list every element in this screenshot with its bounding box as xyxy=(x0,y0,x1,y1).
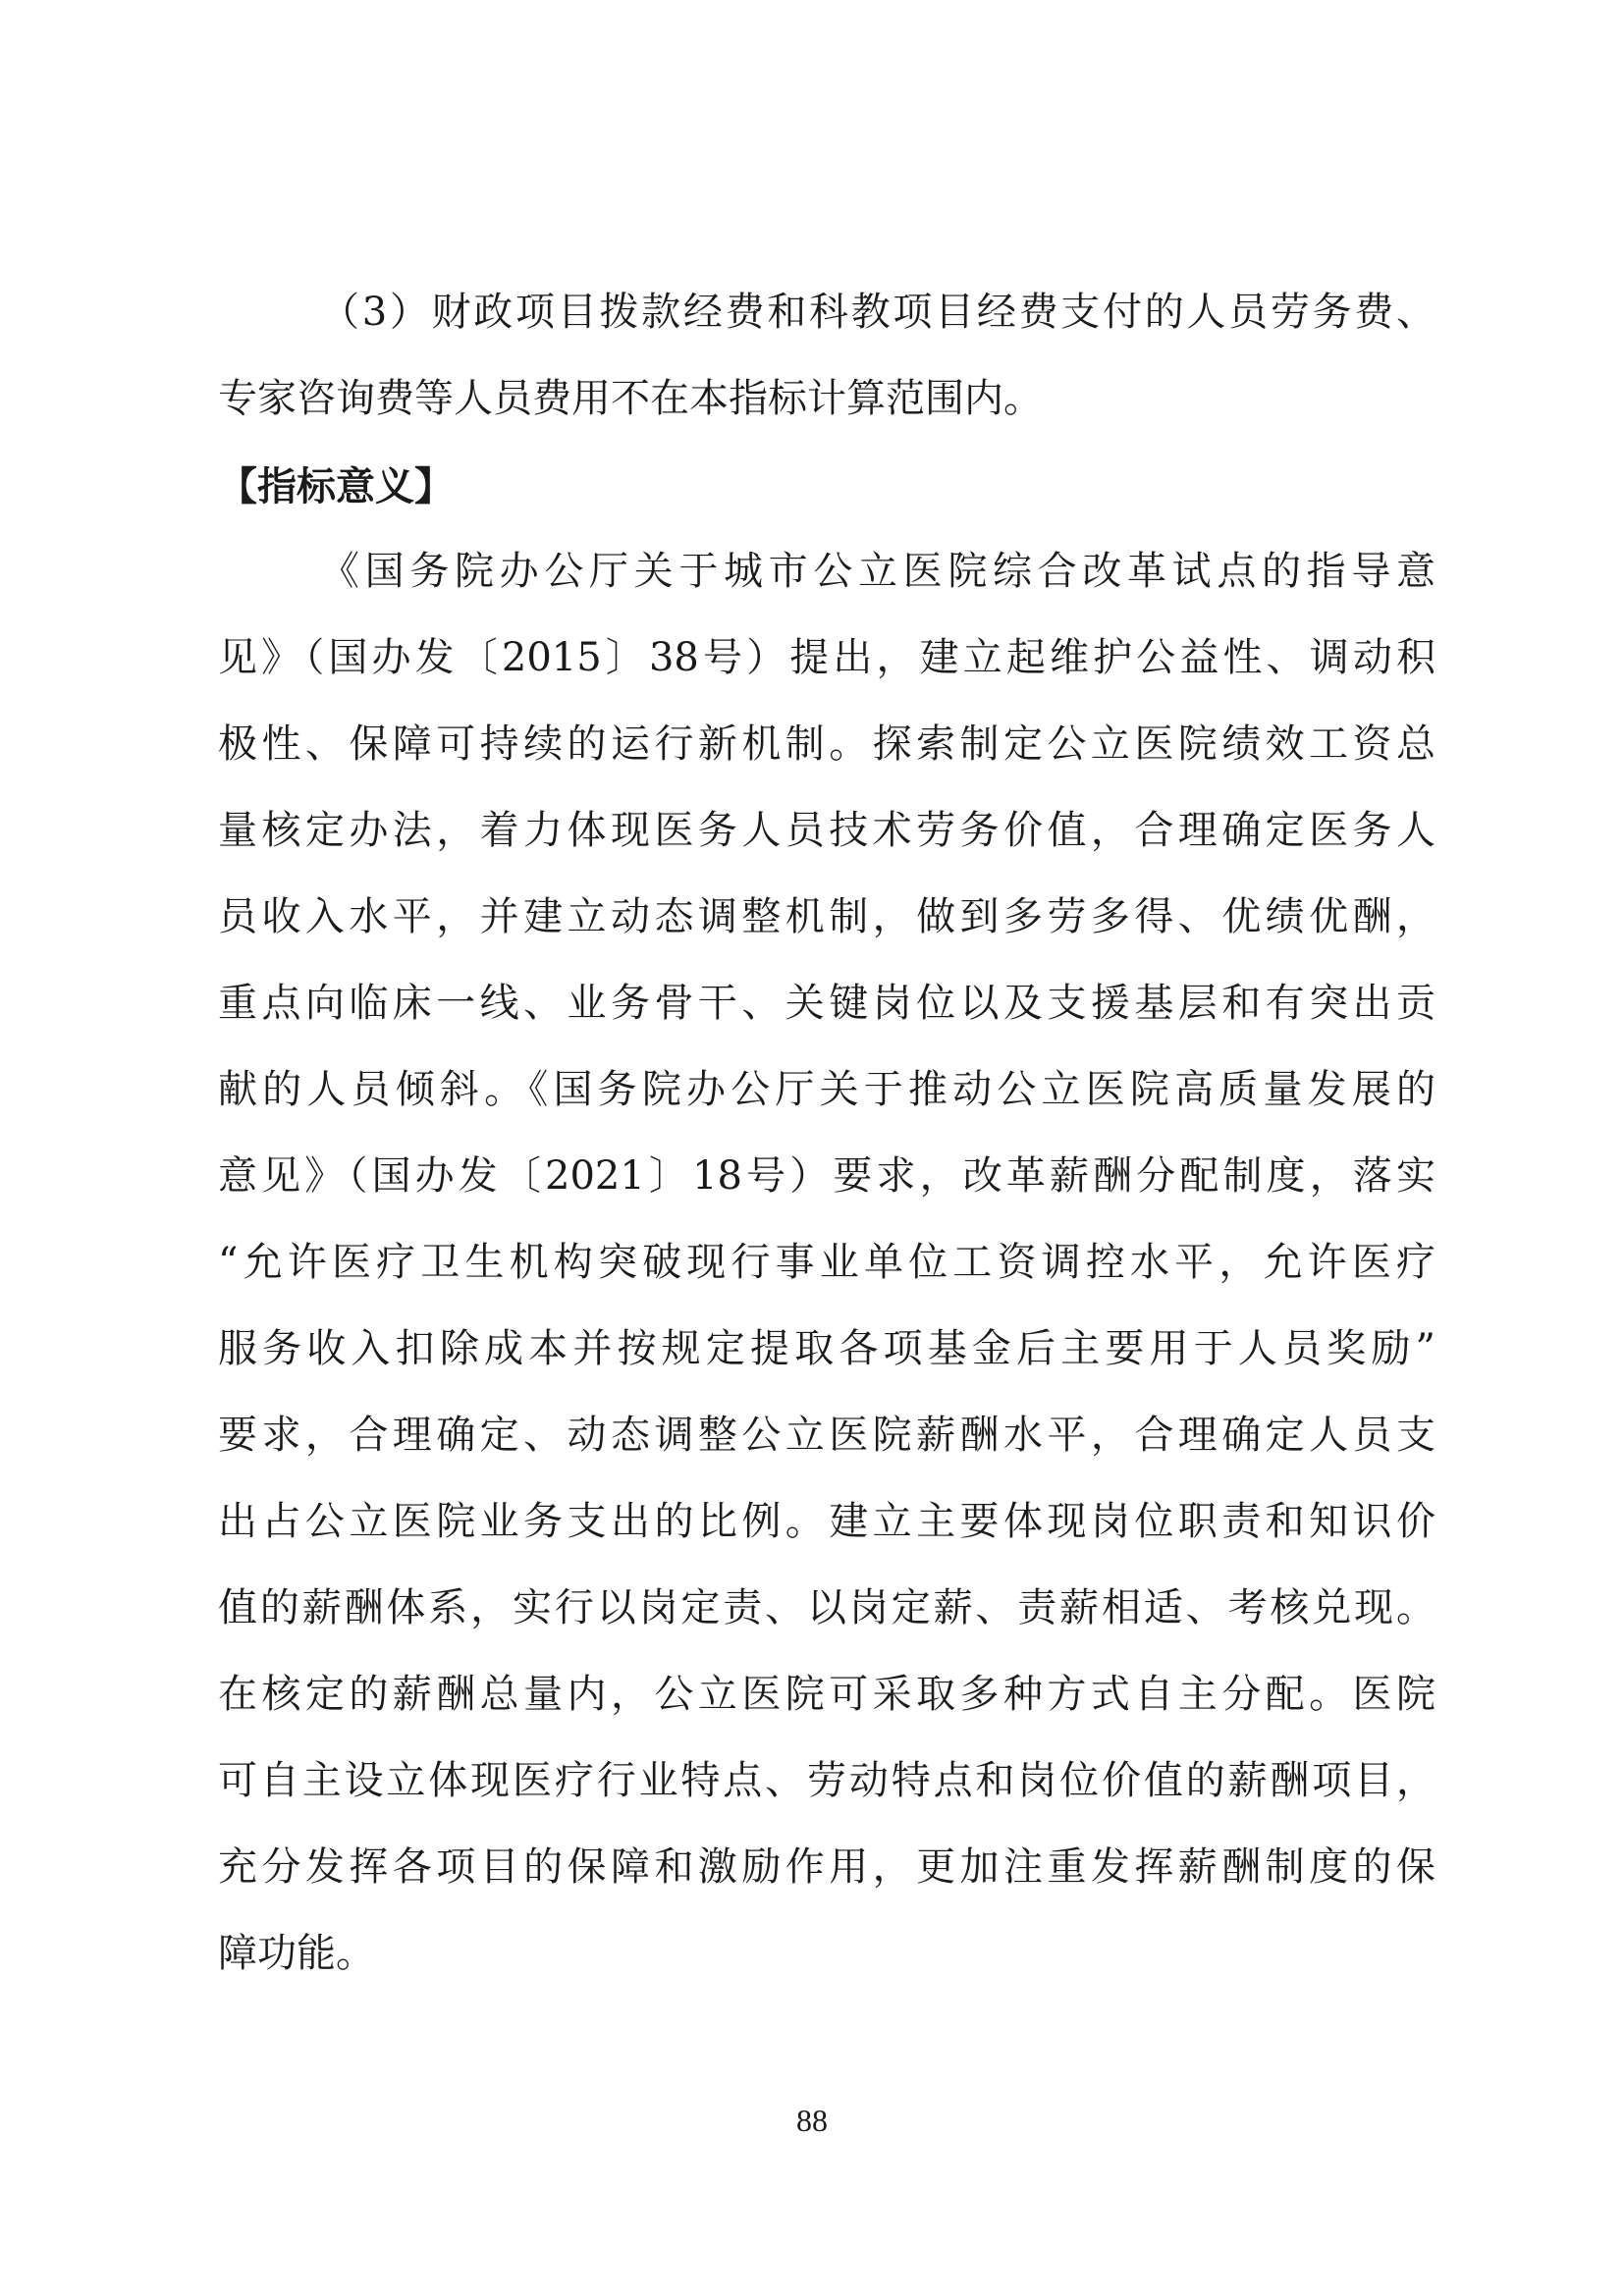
section-heading: 【指标意义】 xyxy=(218,464,454,509)
body-text-line: 出占公立医院业务支出的比例。建立主要体现岗位职责和知识价 xyxy=(218,1499,1435,1544)
body-text-line: 在核定的薪酬总量内，公立医院可采取多种方式自主分配。医院 xyxy=(218,1672,1435,1717)
body-text-line: 极性、保障可持续的运行新机制。探索制定公立医院绩效工资总 xyxy=(218,721,1435,767)
body-text-line: 充分发挥各项目的保障和激励作用，更加注重发挥薪酬制度的保 xyxy=(218,1844,1435,1890)
body-text-line: 要求，合理确定、动态调整公立医院薪酬水平，合理确定人员支 xyxy=(218,1413,1435,1458)
body-text-line: 量核定办法，着力体现医务人员技术劳务价值，合理确定医务人 xyxy=(218,808,1435,853)
body-text-line: （3）财政项目拨款经费和科教项目经费支付的人员劳务费、 xyxy=(320,290,1435,335)
body-text-line: 服务收入扣除成本并按规定提取各项基金后主要用于人员奖励” xyxy=(218,1326,1435,1371)
body-text-line: 员收入水平，并建立动态调整机制，做到多劳多得、优绩优酬， xyxy=(218,894,1435,939)
body-text-line: 专家咨询费等人员费用不在本指标计算范围内。 xyxy=(218,376,1043,421)
body-text-line: 重点向临床一线、业务骨干、关键岗位以及支援基层和有突出贡 xyxy=(218,981,1435,1026)
body-text-line: 《国务院办公厅关于城市公立医院综合改革试点的指导意 xyxy=(320,549,1435,594)
body-text-line: 值的薪酬体系，实行以岗定责、以岗定薪、责薪相适、考核兑现。 xyxy=(218,1585,1435,1630)
body-text-line: 献的人员倾斜。《国务院办公厅关于推动公立医院高质量发展的 xyxy=(218,1067,1435,1112)
body-text-line: 意见》（国办发〔2021〕18号）要求，改革薪酬分配制度，落实 xyxy=(218,1153,1435,1199)
body-text-line: “允许医疗卫生机构突破现行事业单位工资调控水平，允许医疗 xyxy=(218,1240,1435,1285)
page-number: 88 xyxy=(796,2103,828,2138)
body-text-line: 可自主设立体现医疗行业特点、劳动特点和岗位价值的薪酬项目， xyxy=(218,1758,1435,1803)
body-text-line: 障功能。 xyxy=(218,1931,375,1976)
body-text-line: 见》（国办发〔2015〕38号）提出，建立起维护公益性、调动积 xyxy=(218,635,1435,680)
